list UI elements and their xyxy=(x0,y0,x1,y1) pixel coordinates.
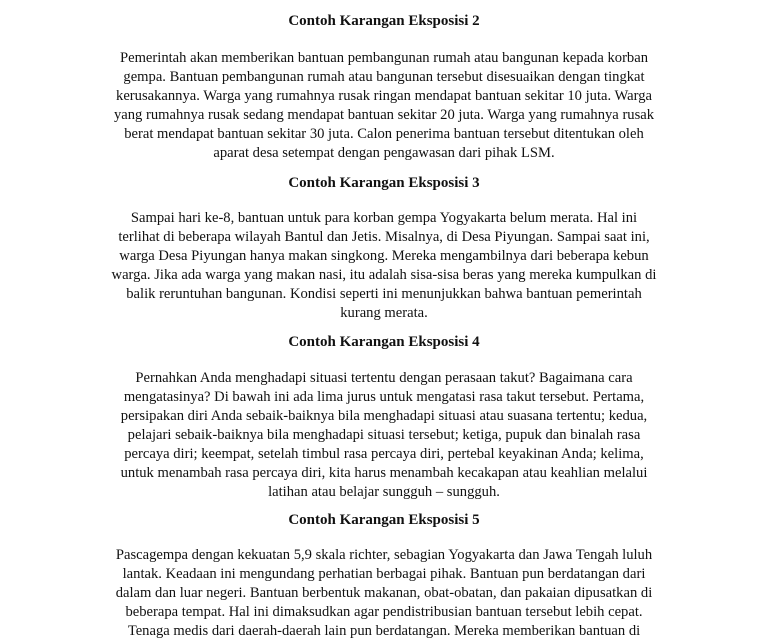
paragraph-line: dalam dan luar negeri. Bantuan berbentuk makanan, obat-obatan, dan pakaian dipusatkan di xyxy=(115,585,653,601)
paragraph-line: yang rumahnya rusak sedang mendapat bantuan sekitar 20 juta. Warga yang rumahnya rusak xyxy=(113,107,655,123)
paragraph-line: untuk menambah rasa percaya diri, kita harus menambah kecakapan atau keahlian melalui xyxy=(120,465,648,481)
paragraph-line: percaya diri; keempat, setelah timbul rasa percaya diri, pertebal keyakinan Anda; kelima, xyxy=(124,446,644,462)
paragraph-line: terlihat di beberapa wilayah Bantul dan Jetis. Misalnya, di Desa Piyungan. Sampai saat ini, xyxy=(118,229,650,245)
section-paragraph xyxy=(84,369,684,502)
section-paragraph xyxy=(84,49,684,163)
section-heading: Contoh Karangan Eksposisi 4 xyxy=(288,334,480,350)
paragraph-line: kurang merata. xyxy=(340,305,428,321)
paragraph-line: Pascagempa dengan kekuatan 5,9 skala richter, sebagian Yogyakarta dan Jawa Tengah luluh xyxy=(115,547,653,563)
paragraph-line: mengatasinya? Di bawah ini ada lima jurus untuk mengatasi rasa takut tersebut. Pertama, xyxy=(123,389,645,405)
paragraph-line: Sampai hari ke-8, bantuan untuk para korban gempa Yogyakarta belum merata. Hal ini xyxy=(130,210,638,226)
paragraph-line: berat mendapat bantuan sekitar 30 juta. Calon penerima bantuan tersebut ditentukan oleh xyxy=(124,126,644,142)
section-heading: Contoh Karangan Eksposisi 5 xyxy=(288,512,480,528)
section-heading: Contoh Karangan Eksposisi 3 xyxy=(288,175,480,191)
paragraph-line: aparat desa setempat dengan pengawasan dari pihak LSM. xyxy=(213,145,555,161)
paragraph-line: latihan atau belajar sungguh – sungguh. xyxy=(268,484,500,500)
section-paragraph xyxy=(84,546,684,641)
paragraph-line: kerusakannya. Warga yang rumahnya rusak ringan mendapat bantuan sekitar 10 juta. Warga xyxy=(116,88,652,104)
paragraph-line: lantak. Keadaan ini mengundang perhatian berbagai pihak. Bantuan pun berdatangan dari xyxy=(122,566,646,582)
paragraph-line: Pernahkan Anda menghadapi situasi tertentu dengan perasaan takut? Bagaimana cara xyxy=(135,370,633,386)
paragraph-line: Tenaga medis dari daerah-daerah lain pun berdatangan. Mereka memberikan bantuan di xyxy=(127,623,641,639)
section-heading: Contoh Karangan Eksposisi 2 xyxy=(288,13,480,29)
paragraph-line: beberapa tempat. Hal ini dimaksudkan agar pendistribusian bantuan tersebut lebih cepat. xyxy=(125,604,643,620)
paragraph-line: balik reruntuhan bangunan. Kondisi seperti ini menunjukkan bahwa bantuan pemerintah xyxy=(126,286,642,302)
paragraph-line: Pemerintah akan memberikan bantuan pembangunan rumah atau bangunan kepada korban xyxy=(119,50,649,66)
paragraph-line: gempa. Bantuan pembangunan rumah atau bangunan tersebut disesuaikan dengan tingkat xyxy=(123,69,645,85)
paragraph-line: warga. Jika ada warga yang makan nasi, itu adalah sisa-sisa beras yang mereka kumpulkan di xyxy=(111,267,657,283)
section-paragraph xyxy=(84,209,684,323)
paragraph-line: pelajari sebaik-baiknya bila menghadapi situasi tersebut; ketiga, pupuk dan binalah rasa xyxy=(127,427,641,443)
paragraph-line: persipakan diri Anda sebaik-baiknya bila menghadapi situasi atau suasana tertentu; kedua, xyxy=(120,408,648,424)
paragraph-line: warga Desa Piyungan hanya makan singkong. Mereka mengambilnya dari beberapa kebun xyxy=(119,248,649,264)
